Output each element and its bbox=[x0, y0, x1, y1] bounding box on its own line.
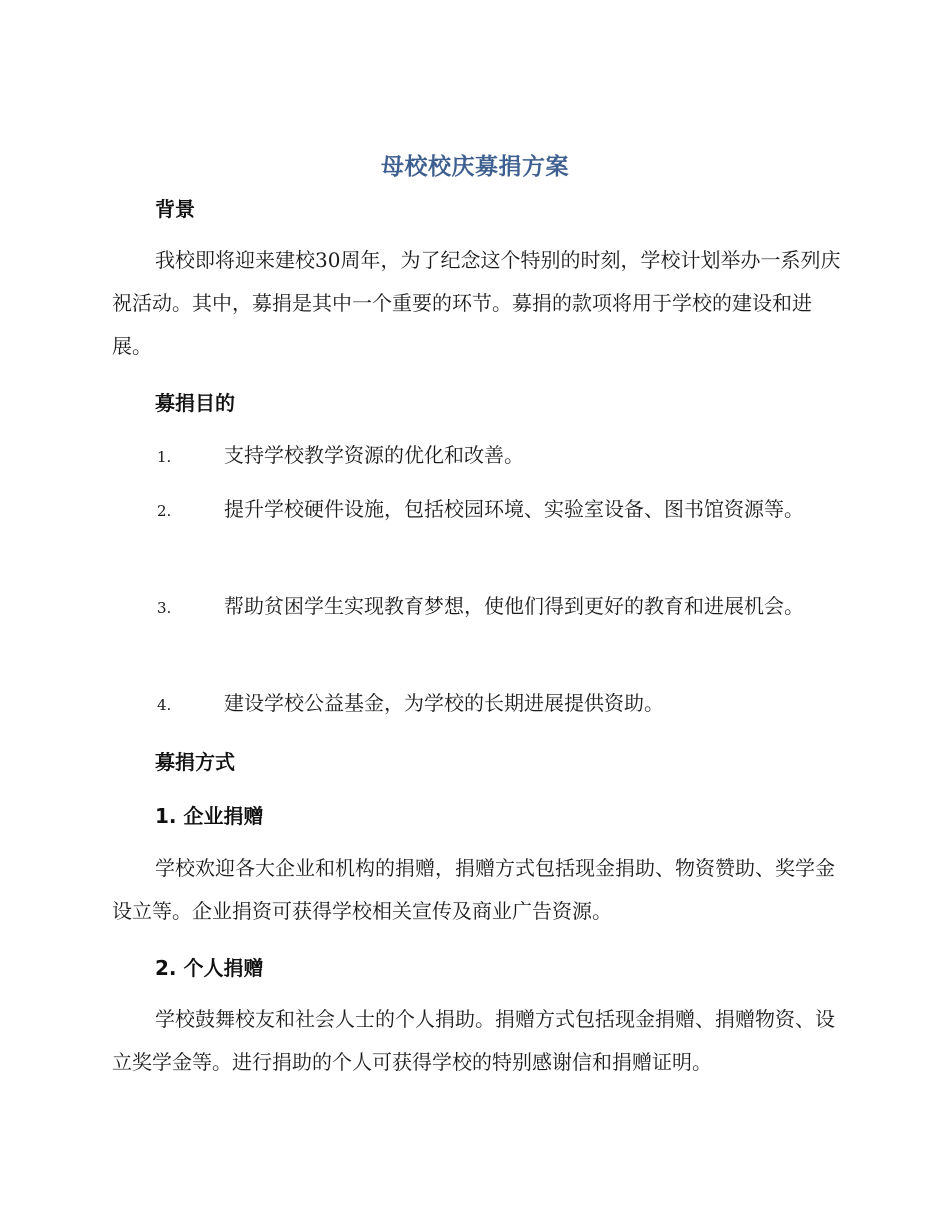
list-item-number: 4. bbox=[157, 696, 172, 714]
list-item-text: 提升学校硬件设施，包括校园环境、实验室设备、图书馆资源等。 bbox=[224, 497, 804, 521]
purpose-list-item bbox=[112, 434, 842, 479]
purpose-list-item bbox=[112, 585, 842, 630]
individual-donation-paragraph: 学校鼓舞校友和社会人士的个人捐助。捐赠方式包括现金捐赠、捐赠物资、设立奖学金等。进行捐助的个人可获得学校的特别感谢信和捐赠证明。 bbox=[112, 1007, 835, 1074]
list-item-number: 2. bbox=[157, 502, 172, 520]
document-title: 母校校庆募捐方案 bbox=[381, 154, 569, 180]
list-item-text: 建设学校公益基金，为学校的长期进展提供资助。 bbox=[224, 691, 664, 715]
purpose-list-item bbox=[112, 682, 842, 727]
corporate-donation-paragraph: 学校欢迎各大企业和机构的捐赠，捐赠方式包括现金捐助、物资赞助、奖学金设立等。企业捐资可获得学校相关宣传及商业广告资源。 bbox=[112, 856, 835, 923]
list-item-text: 支持学校教学资源的优化和改善。 bbox=[224, 443, 524, 467]
subheading-individual-donation: 2. 个人捐赠 bbox=[155, 956, 264, 980]
background-paragraph: 我校即将迎来建校30周年，为了纪念这个特别的时刻，学校计划举办一系列庆祝活动。其中，募捐是其中一个重要的环节。募捐的款项将用于学校的建设和进展。 bbox=[112, 248, 841, 358]
list-item-number: 1. bbox=[157, 448, 172, 466]
purpose-list-item bbox=[112, 488, 842, 533]
subheading-corporate-donation: 1. 企业捐赠 bbox=[155, 804, 264, 828]
list-item-number: 3. bbox=[157, 599, 172, 617]
section-heading-methods: 募捐方式 bbox=[155, 750, 235, 774]
section-heading-background: 背景 bbox=[155, 197, 195, 221]
section-heading-purpose: 募捐目的 bbox=[155, 391, 235, 415]
list-item-text: 帮助贫困学生实现教育梦想，使他们得到更好的教育和进展机会。 bbox=[224, 594, 804, 618]
